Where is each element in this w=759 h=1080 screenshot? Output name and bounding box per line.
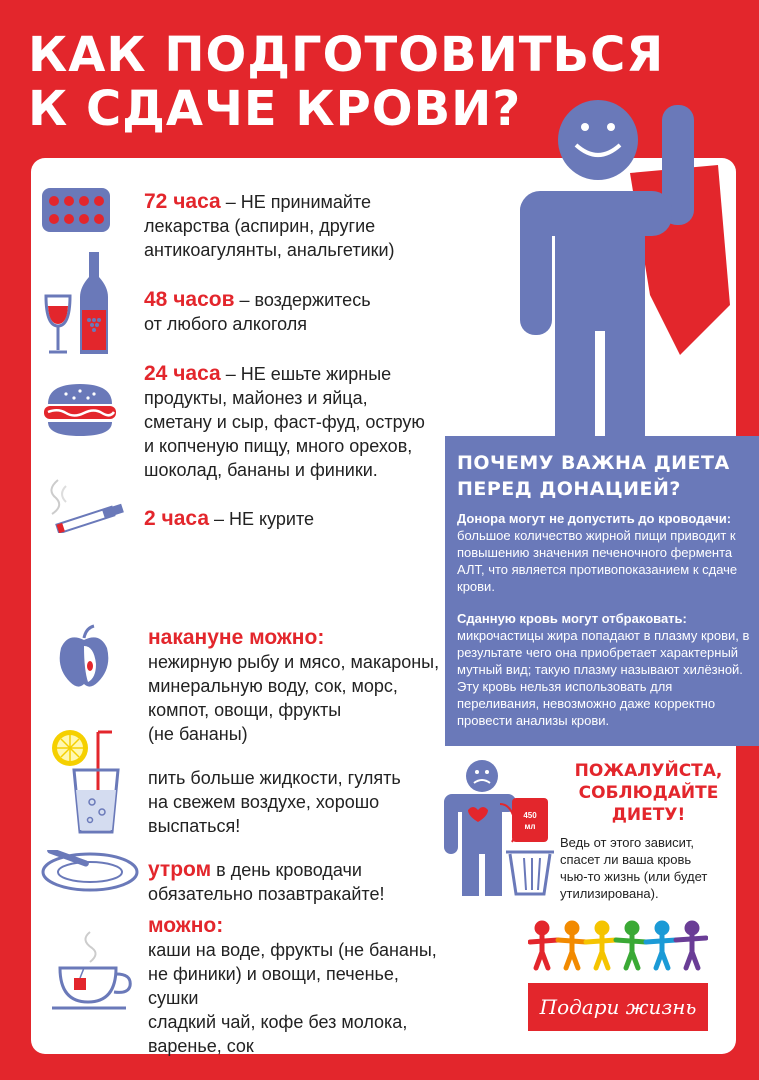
glass-icon [46, 726, 126, 836]
drink-line: пить больше жидкости, гулять [148, 768, 401, 788]
rule-text-line: продукты, майонез и яйца, [144, 388, 368, 408]
blood-bag [512, 798, 548, 842]
morning-rest: в день кроводачи [211, 860, 362, 880]
cigarette-icon [40, 478, 130, 533]
rule-time: 72 часа [144, 190, 221, 213]
rule-text-head: – НЕ принимайте [220, 192, 372, 212]
rule-text-line: антикоагулянты, анальгетики) [144, 240, 395, 260]
allowed-morning-heading: можно: [148, 914, 224, 937]
title-line-1: КАК ПОДГОТОВИТЬСЯ [28, 27, 665, 83]
logo: Подари жизнь [528, 983, 708, 1031]
rule-time: 2 часа [144, 507, 209, 530]
please-subtext: Ведь от этого зависит, спасет ли ваша кровь чью-то жизнь (или будет утилизирована). [560, 835, 708, 901]
allowed-eve-block [148, 626, 448, 746]
morning-block [148, 858, 438, 906]
blood-bag-unit: мл [524, 822, 536, 831]
diet-paragraph-1 [457, 510, 752, 595]
pills-icon [42, 188, 110, 232]
allowed-eve-line: (не бананы) [148, 724, 248, 744]
please-line: ПОЖАЛУЙСТА, [574, 761, 723, 781]
please-line: ДИЕТУ! [611, 805, 686, 825]
please-line: СОБЛЮДАЙТЕ [578, 783, 719, 803]
morning-word: утром [148, 858, 212, 881]
allowed-eve-line: нежирную рыбу и мясо, макароны, [148, 652, 440, 672]
diet-heading-line: ПОЧЕМУ ВАЖНА ДИЕТА [457, 452, 730, 474]
drink-block [148, 766, 438, 838]
rule-text-line: сметану и сыр, фаст-фуд, острую [144, 412, 425, 432]
allowed-morning-line: варенье, сок [148, 1036, 254, 1056]
drink-line: выспаться! [148, 816, 241, 836]
blood-bag-volume: 450 [523, 811, 537, 820]
alcohol-icon [44, 252, 114, 357]
rule-text-line: от любого алкоголя [144, 314, 308, 334]
drink-line: на свежем воздухе, хорошо [148, 792, 380, 812]
diet-p2-bold: Сданную кровь могут отбраковать: [457, 611, 687, 626]
apple-icon [58, 624, 110, 690]
rule-time: 48 часов [144, 288, 235, 311]
rule-text-line: шоколад, бананы и финики. [144, 460, 378, 480]
diet-info-box [445, 436, 759, 746]
people-chain-icon [528, 920, 708, 972]
diet-p1-text: большое количество жирной пищи приводит к повышению значения печеночного фермента АЛТ, что является противопоказанием к сдаче крови. [457, 528, 738, 594]
allowed-eve-line: минеральную воду, сок, морс, [148, 676, 398, 696]
rule-72h [144, 190, 444, 262]
superhero-figure [480, 95, 740, 440]
rule-2h [144, 507, 444, 531]
teacup-icon [50, 928, 140, 1018]
rule-48h [144, 288, 444, 336]
diet-paragraph-2 [457, 610, 752, 729]
rule-text-head: – НЕ ешьте жирные [220, 364, 392, 384]
rule-text-head: – НЕ курите [209, 509, 315, 529]
diet-heading [457, 450, 730, 502]
diet-p1-bold: Донора могут не допустить до кроводачи: [457, 511, 732, 526]
diet-p2-text: микрочастицы жира попадают в плазму крови, в результате чего она приобретает характерный мутный вид; такую плазму называют хилёзной. Эту кровь нельзя использовать для переливания, невозможно даже корректно провести анализы крови. [457, 628, 750, 728]
rule-text-line: лекарства (аспирин, другие [144, 216, 376, 236]
morning-line: обязательно позавтракайте! [148, 884, 385, 904]
title-line-2: К СДАЧЕ КРОВИ? [28, 81, 522, 137]
rule-text-head: – воздержитесь [234, 290, 371, 310]
allowed-morning-line: каши на воде, фрукты (не бананы, [148, 940, 437, 960]
plate-icon [40, 850, 140, 892]
rule-24h [144, 362, 454, 482]
allowed-eve-line: компот, овощи, фрукты [148, 700, 342, 720]
please-heading [561, 760, 736, 826]
allowed-morning-block [148, 914, 448, 1058]
rule-time: 24 часа [144, 362, 221, 385]
allowed-morning-line: сладкий чай, кофе без молока, [148, 1012, 408, 1032]
rule-text-line: и копченую пищу, много орехов, [144, 436, 413, 456]
allowed-morning-line: не финики) и овощи, печенье, сушки [148, 964, 399, 1008]
allowed-eve-heading: накануне можно: [148, 626, 325, 649]
diet-heading-line: ПЕРЕД ДОНАЦИЕЙ? [457, 478, 681, 500]
burger-icon [44, 382, 116, 437]
